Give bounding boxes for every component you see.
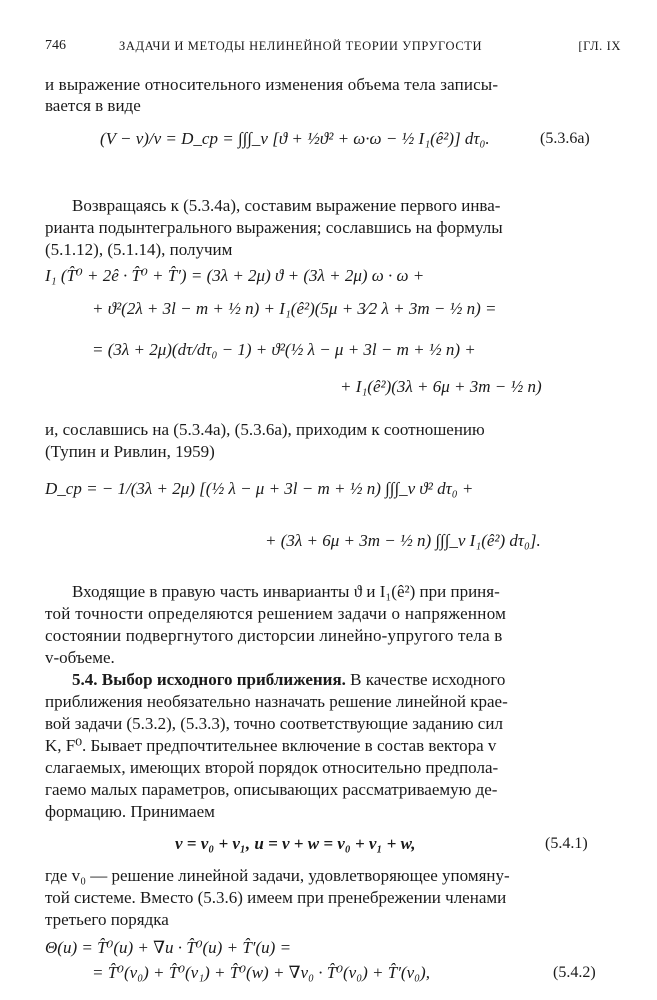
text-line: (Тупин и Ривлин, 1959) [45,442,215,461]
text-line: третьего порядка [45,910,169,929]
equation-number: (5.3.6а) [540,130,590,147]
text-line: Возвращаясь к (5.3.4а), составим выражение первого инва- [72,196,501,215]
text-line: состоянии подвергнутого дисторсии линейно-упругого тела в [45,626,503,645]
text-line: той системе. Вместо (5.3.6) имеем при пренебрежении членами [45,888,507,907]
equation-line: I₁ (T̂⁰ + 2ê · T̂⁰ + T̂′) = (3λ + 2μ) ϑ + (3λ + 2μ) ω · ω + [45,266,425,285]
equation-line: + (3λ + 6μ + 3m − ½ n) ∫∫∫_v I₁(ê²) dτ₀]. [265,531,541,550]
text-line: Входящие в правую часть инварианты ϑ и I₁(ê²) при приня- [72,582,500,601]
text-line: K, F⁰. Бывает предпочтительнее включение в состав вектора v [45,736,497,755]
equation-line: Θ(u) = T̂⁰(u) + ∇u · T̂⁰(u) + T̂′(u) = [45,938,292,957]
section-heading: 5.4. Выбор исходного приближения. [72,670,346,689]
equation-5-3-6a: (V − v)/v = D_ср = ∫∫∫_v [ϑ + ½ϑ² + ω·ω − ½ I₁(ê²)] dτ₀. [100,129,490,148]
section-heading-line [72,670,505,690]
equation-number: (5.4.2) [553,964,596,981]
text-line: формацию. Принимаем [45,802,215,821]
equation-5-4-2: = T̂⁰(v₀) + T̂⁰(v₁) + T̂⁰(w) + ∇v₀ · T̂⁰(v₀) + T̂′(v₀), [92,963,430,982]
text-line: той точности определяются решением задачи о напряженном [45,604,507,623]
text-line: (5.1.12), (5.1.14), получим [45,240,233,259]
equation-5-4-1: v = v₀ + v₁, u = v + w = v₀ + v₁ + w, [175,834,416,853]
text-line: и, сославшись на (5.3.4а), (5.3.6а), приходим к соотношению [45,420,485,439]
text-line: где v₀ — решение линейной задачи, удовлетворяющее упомяну- [45,866,510,885]
text-line: и выражение относительного изменения объема тела записы- [45,75,499,94]
text-line: приближения необязательно назначать решение линейной крае- [45,692,508,711]
equation-line: = (3λ + 2μ)(dτ/dτ₀ − 1) + ϑ²(½ λ − μ + 3l − m + ½ n) + [92,340,476,359]
text-run: В качестве исходного [345,670,506,689]
page-number: 746 [45,38,66,53]
text-line: рианта подынтегрального выражения; сославшись на формулы [45,218,503,237]
text-line: гаемо малых параметров, описывающих рассматриваемую де- [45,780,498,799]
equation-number: (5.4.1) [545,835,588,852]
text-line: вается в виде [45,96,141,115]
equation-line: D_ср = − 1/(3λ + 2μ) [(½ λ − μ + 3l − m + ½ n) ∫∫∫_v ϑ² dτ₀ + [45,479,474,498]
equation-line: + ϑ²(2λ + 3l − m + ½ n) + I₁(ê²)(5μ + 3⁄2 λ + 3m − ½ n) = [92,299,497,318]
text-line: слагаемых, имеющих второй порядок относительно предпола- [45,758,499,777]
text-line: v-объеме. [45,648,115,667]
text-line: вой задачи (5.3.2), (5.3.3), точно соответствующие заданию сил [45,714,503,733]
running-title: ЗАДАЧИ И МЕТОДЫ НЕЛИНЕЙНОЙ ТЕОРИИ УПРУГОСТИ [119,39,483,53]
chapter-label: [ГЛ. IX [578,39,621,53]
running-header [45,38,621,58]
equation-line: + I₁(ê²)(3λ + 6μ + 3m − ½ n) [340,377,542,396]
